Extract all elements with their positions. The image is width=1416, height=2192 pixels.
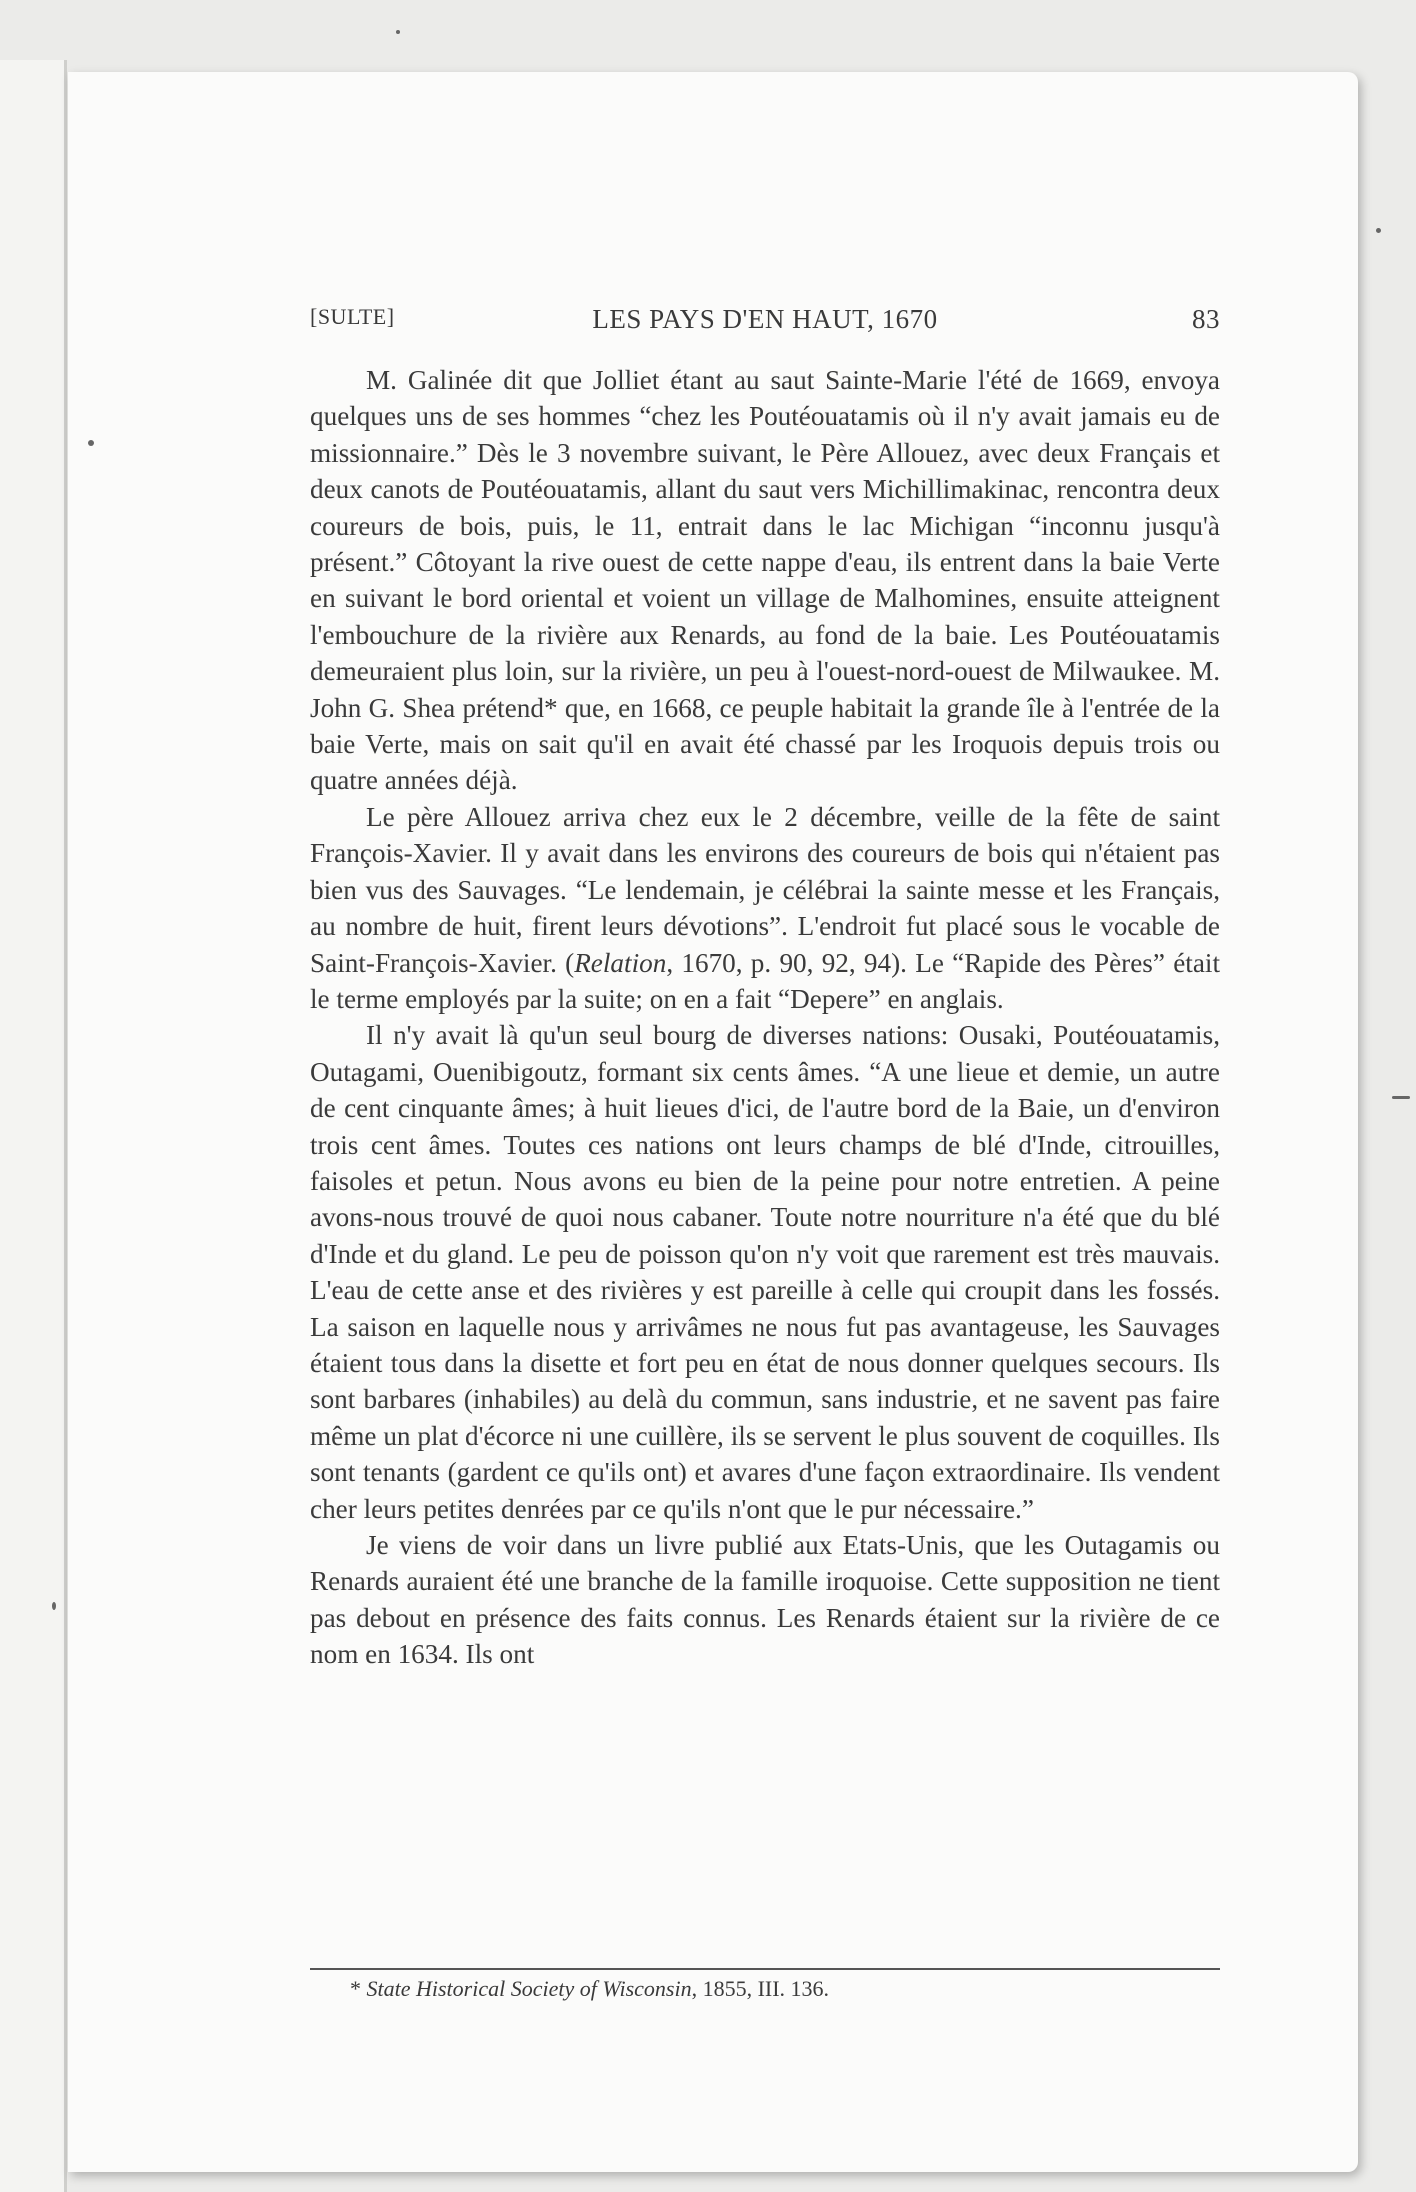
paragraph-1-text: M. Galinée dit que Jolliet étant au saut Sainte-Marie l'été de 1669, envoya quelques uns de ses hommes “chez les Poutéouatamis où il n'y avait jamais eu de missionnaire.” Dès le 3 novembre suivant, le Père Allouez, avec deux Français et deux canots de Poutéouatamis, allant du saut vers Michillimakinac, rencontra deux coureurs de bois, puis, le 11, entrait dans le lac Michigan “inconnu jusqu'à présent.” Côtoyant la rive ouest de cette nappe d'eau, ils entrent dans la baie Verte en suivant le bord oriental et voient un village de Malhomines, ensuite atteignent l'embouchure de la rivière aux Renards, au fond de la baie. Les Poutéouatamis demeuraient plus loin, sur la rivière, un peu à l'ouest-nord-ouest de Milwaukee. M. John G. Shea prétend* que, en 1668, ce peuple habitait la grande île à l'entrée de la baie Verte, mais on sait qu'il en avait été chassé par les Iroquois depuis trois ou quatre années déjà.: [310, 365, 1220, 796]
paragraph-3-text: Il n'y avait là qu'un seul bourg de diverses nations: Ousaki, Poutéouatamis, Outagami, Ouenibigoutz, formant six cents âmes. “A une lieue et demie, un autre de cent cinquante âmes; à huit lieues d'ici, de l'autre bord de la Baie, un d'environ trois cent âmes. Toutes ces nations ont leurs champs de blé d'Inde, citrouilles, faisoles et petun. Nous avons eu bien de la peine pour notre entretien. A peine avons-nous trouvé de quoi nous cabaner. Toute notre nourriture n'a été que du blé d'Inde et du gland. Le peu de poisson qu'on n'y voit que rarement est très mauvais. L'eau de cette anse et des rivières y est pareille à celle qui croupit dans les fossés. La saison en laquelle nous y arrivâmes ne nous fut pas avantageuse, les Sauvages étaient tous dans la disette et fort peu en état de nous donner quelques secours. Ils sont barbares (inhabiles) au delà du commun, sans industrie, et ne savent pas faire même un plat d'écorce ni une cuillère, ils se servent le plus souvent de coquilles. Ils sont tenants (gardent ce qu'ils ont) et avares d'une façon extraordinaire. Ils vendent cher leurs petites denrées par ce qu'ils n'ont que le pur nécessaire.”: [310, 1020, 1220, 1524]
paragraph-4-text: Je viens de voir dans un livre publié aux Etats-Unis, que les Outagamis ou Renards auraient été une branche de la famille iroquoise. Cette supposition ne tient pas debout en présence des faits connus. Les Renards étaient sur la rivière de ce nom en 1634. Ils ont: [310, 1530, 1220, 1670]
speck: [1376, 228, 1381, 233]
paragraph-1: [310, 362, 1220, 799]
footnote: [310, 1974, 1220, 2004]
speck: [52, 1602, 56, 1610]
speck: [88, 440, 94, 446]
speck: [1392, 1096, 1410, 1099]
page-number: 83: [1192, 304, 1220, 334]
running-head: [310, 304, 1220, 344]
speck: [396, 30, 400, 34]
paragraph-2-text-a: Le père Allouez arriva chez eux le 2 décembre, veille de la fête de saint François-Xavier. Il y avait dans les environs des coureurs de bois qui n'étaient pas bien vus des Sauvages. “Le lendemain, je célébrai la sainte messe et les Français, au nombre de huit, firent leurs dévotions”. L'endroit fut placé sous le vocable de Saint-François-Xavier. (: [310, 801, 1220, 978]
footnote-source-italic: State Historical Society of Wisconsin: [366, 1976, 692, 2001]
paragraph-2-italic-relation: Relation: [574, 947, 667, 978]
body-text: [310, 362, 1220, 1673]
footnote-marker: *: [350, 1976, 367, 2001]
footnote-rule: [310, 1968, 1220, 1970]
paragraph-4: [310, 1527, 1220, 1673]
footnote-citation: , 1855, III. 136.: [691, 1976, 830, 2001]
running-head-title: LES PAYS D'EN HAUT, 1670: [592, 304, 938, 334]
left-page-edge: [0, 60, 67, 2192]
paragraph-2: [310, 799, 1220, 1017]
paragraph-3: [310, 1017, 1220, 1527]
paragraph-2-text-b: , 1670, p. 90, 92, 94). Le “Rapide des Pères” était le terme employés par la suite; on en a fait “Depere” en anglais.: [310, 947, 1220, 1014]
book-page: [68, 72, 1358, 2172]
running-head-author: [SULTE]: [310, 304, 395, 329]
